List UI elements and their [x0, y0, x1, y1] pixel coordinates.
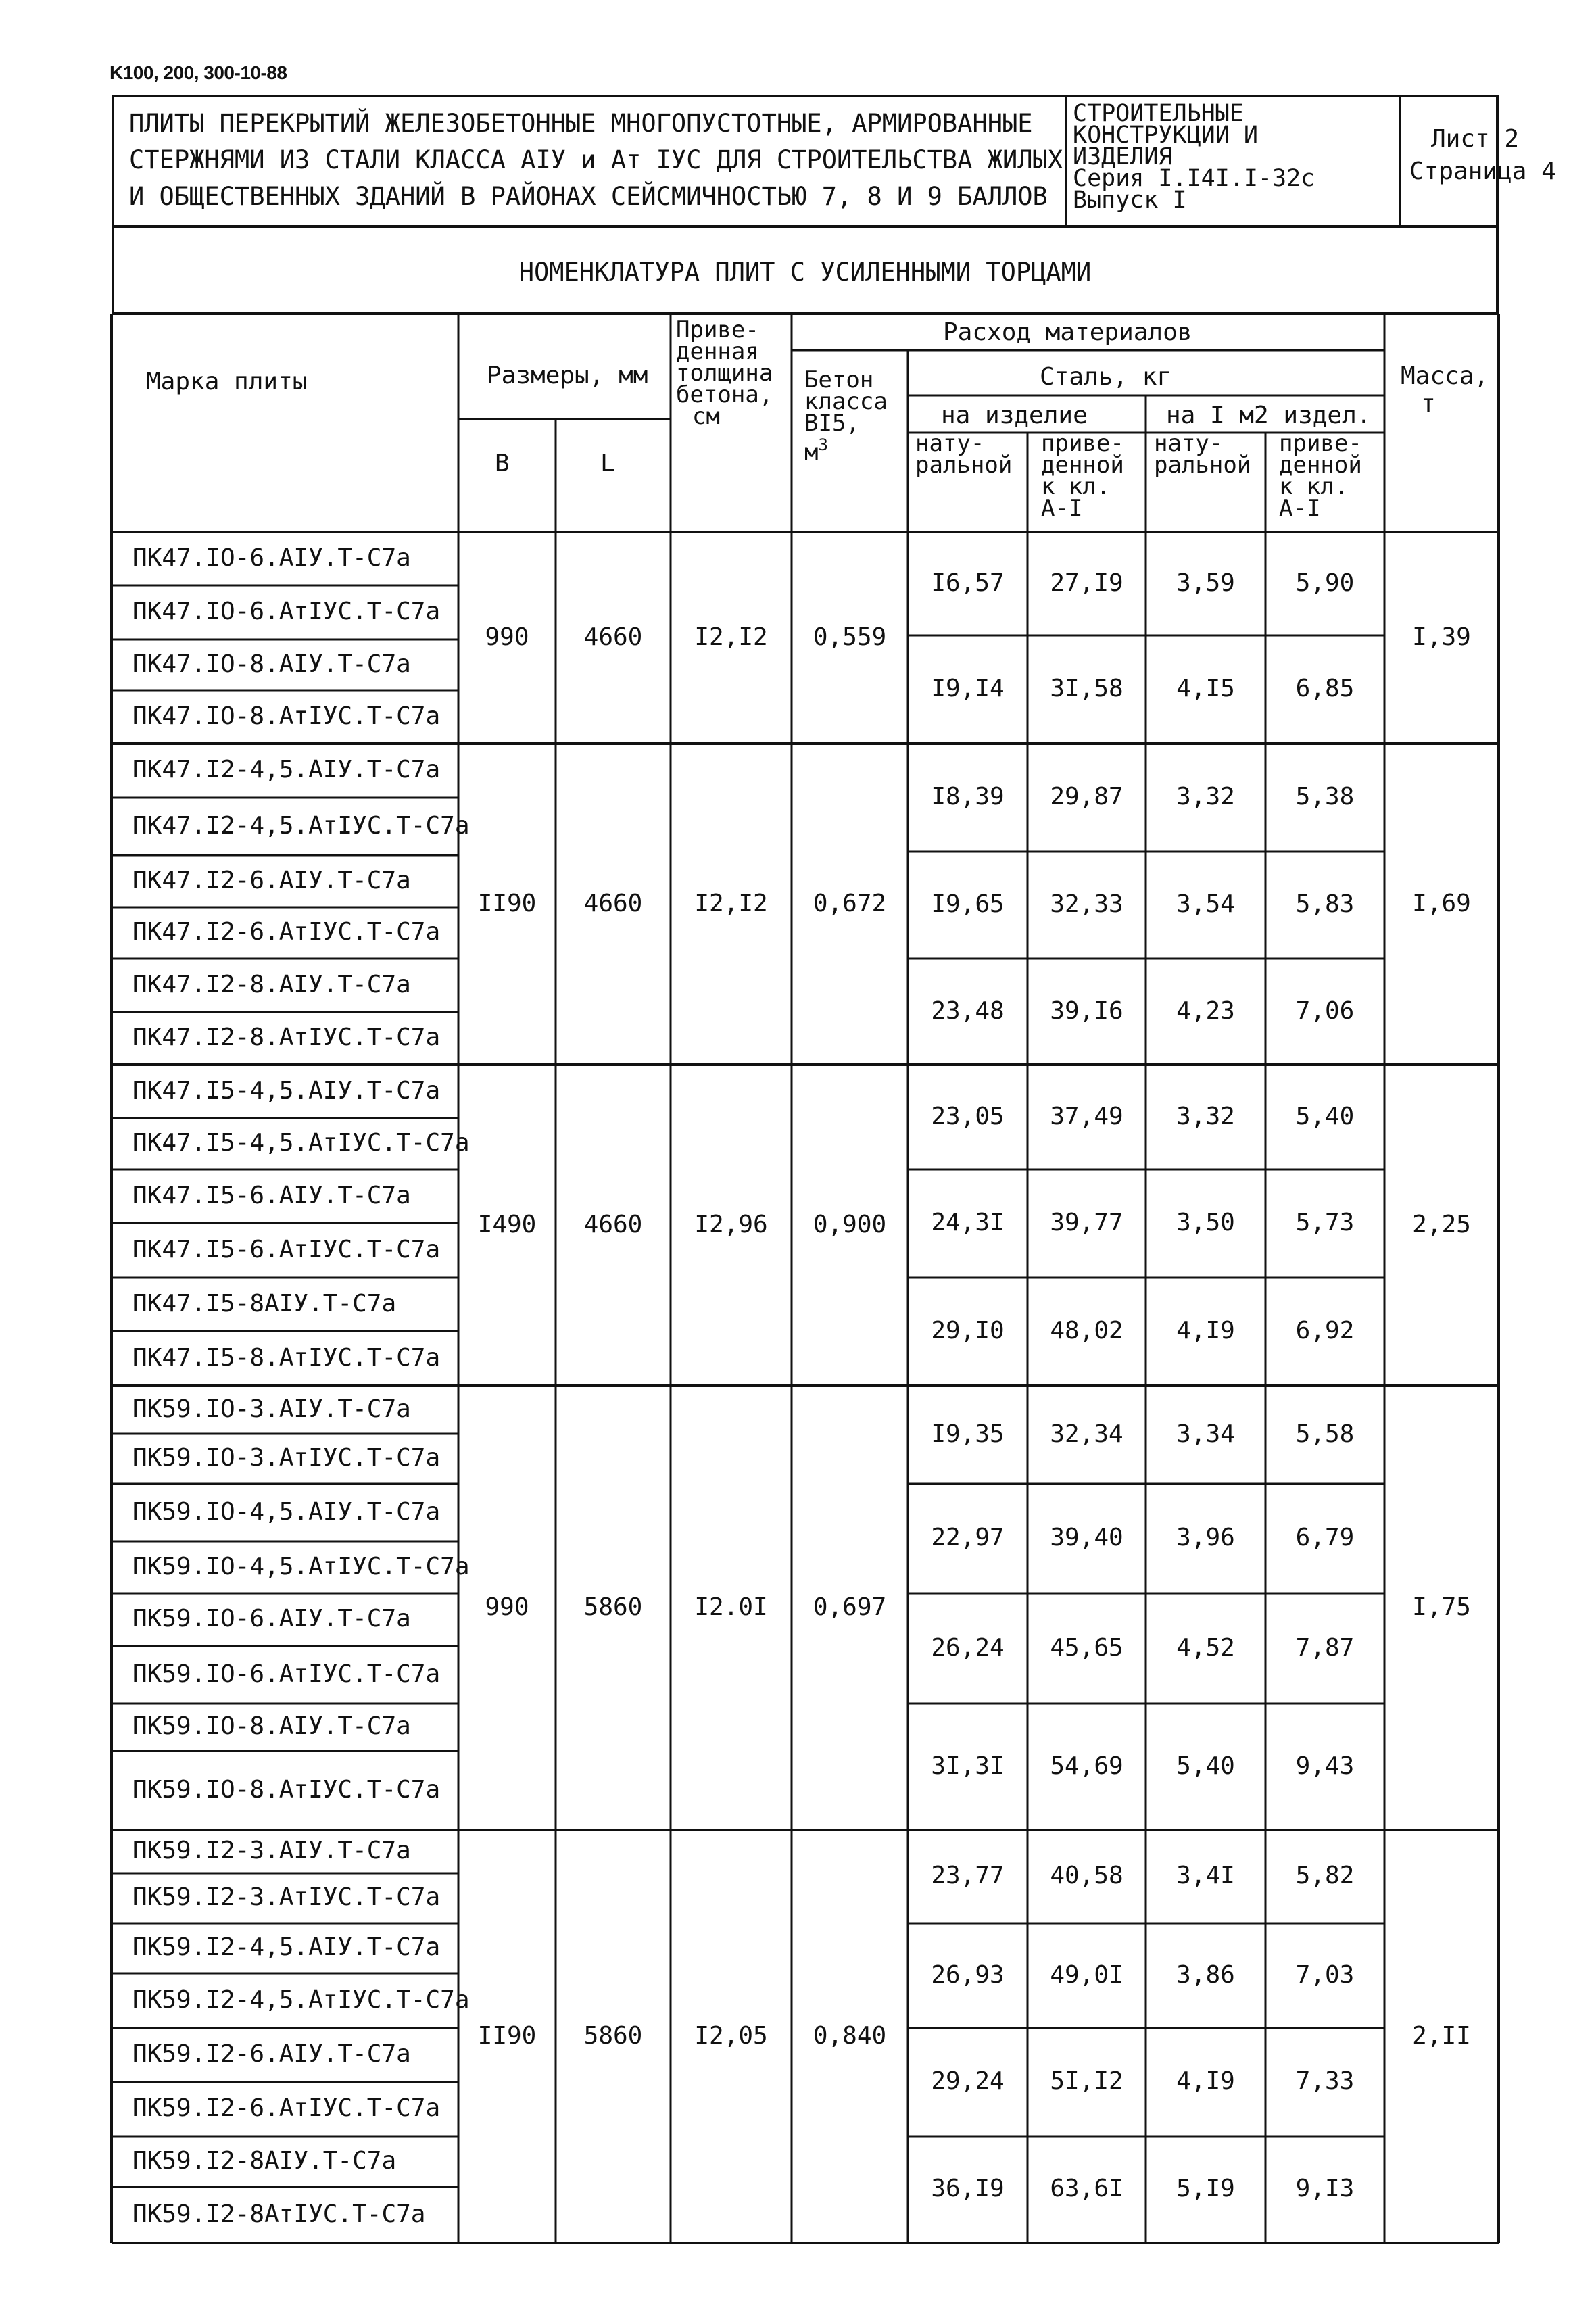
- steel-natural-m2: 3,32: [1176, 783, 1235, 811]
- header-text: к кл.: [1041, 473, 1111, 500]
- steel-natural-item: 23,48: [931, 996, 1005, 1025]
- steel-natural-item: 3I,3I: [931, 1752, 1005, 1780]
- plate-mark: ПК47.I5-8AIУ.T-C7a: [132, 1289, 397, 1318]
- col-header-b: В: [495, 450, 510, 477]
- header-text: см: [692, 403, 720, 430]
- steel-natural-m2: 5,I9: [1176, 2175, 1235, 2202]
- steel-natural-m2: 4,I9: [1176, 1317, 1235, 1345]
- steel-reduced-m2: 5,58: [1295, 1420, 1355, 1448]
- col-header-mark: Марка плиты: [146, 368, 308, 395]
- concrete-volume: 0,900: [813, 1210, 887, 1238]
- header-text: м: [804, 439, 819, 466]
- plate-mark: ПК47.I2-8.AтIУС.T-C7a: [132, 1023, 441, 1051]
- steel-natural-m2: 3,54: [1176, 890, 1235, 918]
- plate-mark: ПК47.I5-4,5.AтIУС.T-C7a: [132, 1129, 470, 1157]
- plate-mark: ПК47.IO-6.AтIУС.T-C7a: [132, 598, 441, 625]
- steel-natural-m2: 4,52: [1176, 1633, 1235, 1662]
- plate-mark: ПК59.IO-8.AтIУС.T-C7a: [132, 1775, 441, 1804]
- plate-mark: ПК59.IO-8.AIУ.T-C7a: [132, 1712, 411, 1740]
- length-l: 4660: [583, 889, 643, 917]
- length-l: 4660: [583, 623, 643, 651]
- length-l: 5860: [583, 2021, 643, 2050]
- width-b: I490: [477, 1210, 537, 1238]
- steel-natural-item: 23,05: [931, 1102, 1005, 1130]
- header-text: класса: [804, 388, 888, 415]
- header-text: BI5,: [804, 410, 860, 437]
- steel-reduced-item: 40,58: [1050, 1862, 1123, 1889]
- header-text: Приве-: [676, 316, 759, 343]
- plate-mark: ПК47.I2-6.AтIУС.T-C7a: [132, 918, 441, 946]
- steel-reduced-item: 39,40: [1050, 1524, 1123, 1551]
- steel-natural-item: I9,35: [931, 1420, 1005, 1448]
- header-text: нату-: [915, 430, 985, 457]
- series-line: СТРОИТЕЛЬНЫЕ: [1073, 100, 1244, 127]
- col-header-natural-item: [915, 430, 1013, 479]
- col-header-natural-m2: [1154, 430, 1251, 479]
- title-line: ПЛИТЫ ПЕРЕКРЫТИЙ ЖЕЛЕЗОБЕТОННЫЕ МНОГОПУСТОТНЫЕ, АРМИРОВАННЫЕ: [129, 109, 1033, 138]
- concrete-volume: 0,672: [813, 889, 887, 917]
- plate-mark: ПК59.I2-8AтIУС.T-C7a: [132, 2200, 426, 2228]
- header-text: А-I: [1041, 495, 1083, 522]
- steel-natural-item: 26,24: [931, 1633, 1005, 1662]
- steel-reduced-item: 27,I9: [1050, 569, 1123, 597]
- table-title: НОМЕНКЛАТУРА ПЛИТ С УСИЛЕННЫМИ ТОРЦАМИ: [112, 225, 1499, 315]
- col-header-per-item: на изделие: [941, 402, 1088, 429]
- sheet-number: Лист 2: [1431, 125, 1520, 153]
- length-l: 5860: [583, 1593, 643, 1621]
- width-b: 990: [485, 623, 529, 651]
- col-header-l: L: [600, 450, 615, 477]
- reduced-thickness: I2,I2: [694, 623, 768, 651]
- plate-mass: 2,II: [1412, 2021, 1471, 2050]
- steel-natural-m2: 3,4I: [1176, 1862, 1235, 1889]
- plate-mark: ПК47.I5-8.AтIУС.T-C7a: [132, 1343, 441, 1372]
- plate-mark: ПК59.I2-3.AIУ.T-C7a: [132, 1837, 411, 1864]
- col-header-consumption: Расход материалов: [943, 318, 1192, 346]
- plate-mark: ПК47.I2-4,5.AIУ.T-C7a: [132, 756, 441, 783]
- width-b: 990: [485, 1593, 529, 1621]
- plate-mark: ПК47.IO-6.AIУ.T-C7a: [132, 544, 411, 572]
- steel-reduced-item: 5I,I2: [1050, 2067, 1123, 2095]
- concrete-volume: 0,559: [813, 623, 887, 651]
- plate-mark: ПК47.I2-8.AIУ.T-C7a: [132, 970, 411, 998]
- plate-mark: ПК59.I2-8AIУ.T-C7a: [132, 2146, 397, 2175]
- header-text: Масса,: [1401, 362, 1489, 390]
- reduced-thickness: I2,96: [694, 1210, 768, 1238]
- width-b: II90: [477, 889, 537, 917]
- steel-reduced-m2: 9,I3: [1295, 2175, 1355, 2202]
- plate-mark: ПК47.I5-6.AтIУС.T-C7a: [132, 1235, 441, 1263]
- steel-reduced-m2: 7,06: [1295, 996, 1355, 1025]
- plate-mark: ПК59.I2-4,5.AтIУС.T-C7a: [132, 1985, 470, 2014]
- steel-natural-m2: 3,59: [1176, 569, 1235, 597]
- steel-reduced-item: 45,65: [1050, 1633, 1123, 1662]
- col-header-thickness: [676, 316, 773, 430]
- steel-natural-m2: 3,86: [1176, 1960, 1235, 1989]
- plate-mass: 2,25: [1412, 1210, 1471, 1238]
- plate-mark: ПК59.I2-6.AтIУС.T-C7a: [132, 2094, 441, 2122]
- header-superscript: 3: [818, 435, 828, 454]
- steel-reduced-item: 29,87: [1050, 783, 1123, 811]
- steel-natural-m2: 4,23: [1176, 996, 1235, 1025]
- steel-reduced-item: 32,33: [1050, 890, 1123, 918]
- steel-reduced-item: 54,69: [1050, 1752, 1123, 1780]
- plate-mark: ПК47.IO-8.AIУ.T-C7a: [132, 650, 411, 678]
- header-text: Бетон: [804, 366, 874, 393]
- steel-reduced-item: 48,02: [1050, 1317, 1123, 1345]
- steel-natural-item: I9,I4: [931, 675, 1005, 702]
- col-header-reduced-m2: [1279, 430, 1362, 522]
- steel-reduced-m2: 5,82: [1295, 1862, 1355, 1889]
- reduced-thickness: I2,I2: [694, 889, 768, 917]
- series-line: Серия I.I4I.I-32с: [1073, 165, 1315, 192]
- steel-reduced-m2: 9,43: [1295, 1752, 1355, 1780]
- header-text: к кл.: [1279, 473, 1349, 500]
- plate-mark: ПК47.IO-8.AтIУС.T-C7a: [132, 702, 441, 730]
- col-header-concrete: [804, 366, 888, 466]
- plate-mark: ПК59.I2-4,5.AIУ.T-C7a: [132, 1933, 441, 1961]
- steel-natural-item: 24,3I: [931, 1209, 1005, 1236]
- concrete-volume: 0,840: [813, 2021, 887, 2050]
- steel-reduced-m2: 5,90: [1295, 569, 1355, 597]
- reduced-thickness: I2.0I: [694, 1593, 768, 1621]
- series-line: ИЗДЕЛИЯ: [1073, 143, 1173, 170]
- series-line: КОНСТРУКЦИИ И: [1073, 122, 1258, 149]
- steel-reduced-item: 32,34: [1050, 1420, 1123, 1448]
- header-text: приве-: [1279, 430, 1362, 457]
- plate-mark: ПК59.IO-3.AIУ.T-C7a: [132, 1395, 411, 1423]
- header-text: т: [1421, 390, 1436, 418]
- plate-mark: ПК59.I2-3.AтIУС.T-C7a: [132, 1883, 441, 1911]
- steel-natural-item: 36,I9: [931, 2175, 1005, 2202]
- document-code: K100, 200, 300-10-88: [110, 62, 287, 83]
- steel-reduced-item: 37,49: [1050, 1102, 1123, 1130]
- plate-mark: ПК47.I5-6.AIУ.T-C7a: [132, 1181, 411, 1209]
- plate-mark: ПК59.IO-6.AтIУС.T-C7a: [132, 1660, 441, 1688]
- plate-mass: I,75: [1412, 1593, 1471, 1621]
- steel-reduced-m2: 5,40: [1295, 1102, 1355, 1130]
- header-text: ральной: [915, 452, 1013, 479]
- steel-natural-item: 26,93: [931, 1960, 1005, 1989]
- length-l: 4660: [583, 1210, 643, 1238]
- steel-natural-m2: 3,32: [1176, 1102, 1235, 1130]
- steel-natural-m2: 3,50: [1176, 1209, 1235, 1236]
- col-header-mass: [1401, 362, 1489, 418]
- steel-natural-item: 23,77: [931, 1862, 1005, 1889]
- steel-reduced-item: 3I,58: [1050, 675, 1123, 702]
- steel-reduced-m2: 7,33: [1295, 2067, 1355, 2095]
- col-header-reduced-item: [1041, 430, 1124, 522]
- header-text: денной: [1041, 452, 1124, 479]
- steel-reduced-m2: 5,73: [1295, 1209, 1355, 1236]
- steel-natural-item: I8,39: [931, 783, 1005, 811]
- header-text: ральной: [1154, 452, 1251, 479]
- header-text: толщина: [676, 360, 773, 387]
- col-header-steel: Сталь, кг: [1040, 363, 1172, 391]
- plate-mark: ПК59.IO-6.AIУ.T-C7a: [132, 1605, 411, 1633]
- plate-mark: ПК47.I2-4,5.AтIУС.T-C7a: [132, 811, 470, 840]
- steel-reduced-m2: 6,92: [1295, 1317, 1355, 1345]
- page-number: Страница 4: [1409, 158, 1556, 185]
- plate-mark: ПК47.I2-6.AIУ.T-C7a: [132, 866, 411, 894]
- header-text: А-I: [1279, 495, 1321, 522]
- steel-natural-m2: 3,96: [1176, 1524, 1235, 1551]
- reduced-thickness: I2,05: [694, 2021, 768, 2050]
- steel-natural-item: I6,57: [931, 569, 1005, 597]
- header-text: бетона,: [676, 381, 773, 408]
- steel-natural-m2: 5,40: [1176, 1752, 1235, 1780]
- title-line: СТЕРЖНЯМИ ИЗ СТАЛИ КЛАССА АIУ и Ат IУС ДЛЯ СТРОИТЕЛЬСТВА ЖИЛЫХ: [129, 145, 1063, 174]
- concrete-volume: 0,697: [813, 1593, 887, 1621]
- title-line: И ОБЩЕСТВЕННЫХ ЗДАНИЙ В РАЙОНАХ СЕЙСМИЧНОСТЬЮ 7, 8 И 9 БАЛЛОВ: [129, 182, 1048, 211]
- steel-natural-item: I9,65: [931, 890, 1005, 918]
- width-b: II90: [477, 2021, 537, 2050]
- steel-natural-item: 29,24: [931, 2067, 1005, 2095]
- steel-reduced-m2: 5,83: [1295, 890, 1355, 918]
- header-text: денная: [676, 338, 759, 365]
- col-header-sizes: Размеры, мм: [487, 362, 648, 389]
- steel-reduced-m2: 7,87: [1295, 1633, 1355, 1662]
- plate-mark: ПК59.IO-3.AтIУС.T-C7a: [132, 1444, 441, 1472]
- steel-natural-item: 22,97: [931, 1524, 1005, 1551]
- plate-mass: I,69: [1412, 889, 1471, 917]
- plate-mark: ПК59.IO-4,5.AIУ.T-C7a: [132, 1497, 441, 1526]
- steel-reduced-m2: 5,38: [1295, 783, 1355, 811]
- plate-mark: ПК59.I2-6.AIУ.T-C7a: [132, 2040, 411, 2068]
- header-text: нату-: [1154, 430, 1224, 457]
- col-header-per-m2: на I м2 издел.: [1166, 402, 1372, 429]
- steel-reduced-item: 39,I6: [1050, 996, 1123, 1025]
- series-line: Выпуск I: [1073, 187, 1187, 214]
- steel-natural-item: 29,I0: [931, 1317, 1005, 1345]
- steel-natural-m2: 4,I9: [1176, 2067, 1235, 2095]
- steel-natural-m2: 4,I5: [1176, 675, 1235, 702]
- steel-reduced-item: 49,0I: [1050, 1960, 1123, 1989]
- steel-reduced-m2: 7,03: [1295, 1960, 1355, 1989]
- steel-natural-m2: 3,34: [1176, 1420, 1235, 1448]
- steel-reduced-m2: 6,85: [1295, 675, 1355, 702]
- plate-mass: I,39: [1412, 623, 1471, 651]
- header-text: приве-: [1041, 430, 1124, 457]
- steel-reduced-item: 63,6I: [1050, 2175, 1123, 2202]
- header-text: денной: [1279, 452, 1362, 479]
- steel-reduced-item: 39,77: [1050, 1209, 1123, 1236]
- plate-mark: ПК59.IO-4,5.AтIУС.T-C7a: [132, 1552, 470, 1581]
- steel-reduced-m2: 6,79: [1295, 1524, 1355, 1551]
- plate-mark: ПК47.I5-4,5.AIУ.T-C7a: [132, 1076, 441, 1105]
